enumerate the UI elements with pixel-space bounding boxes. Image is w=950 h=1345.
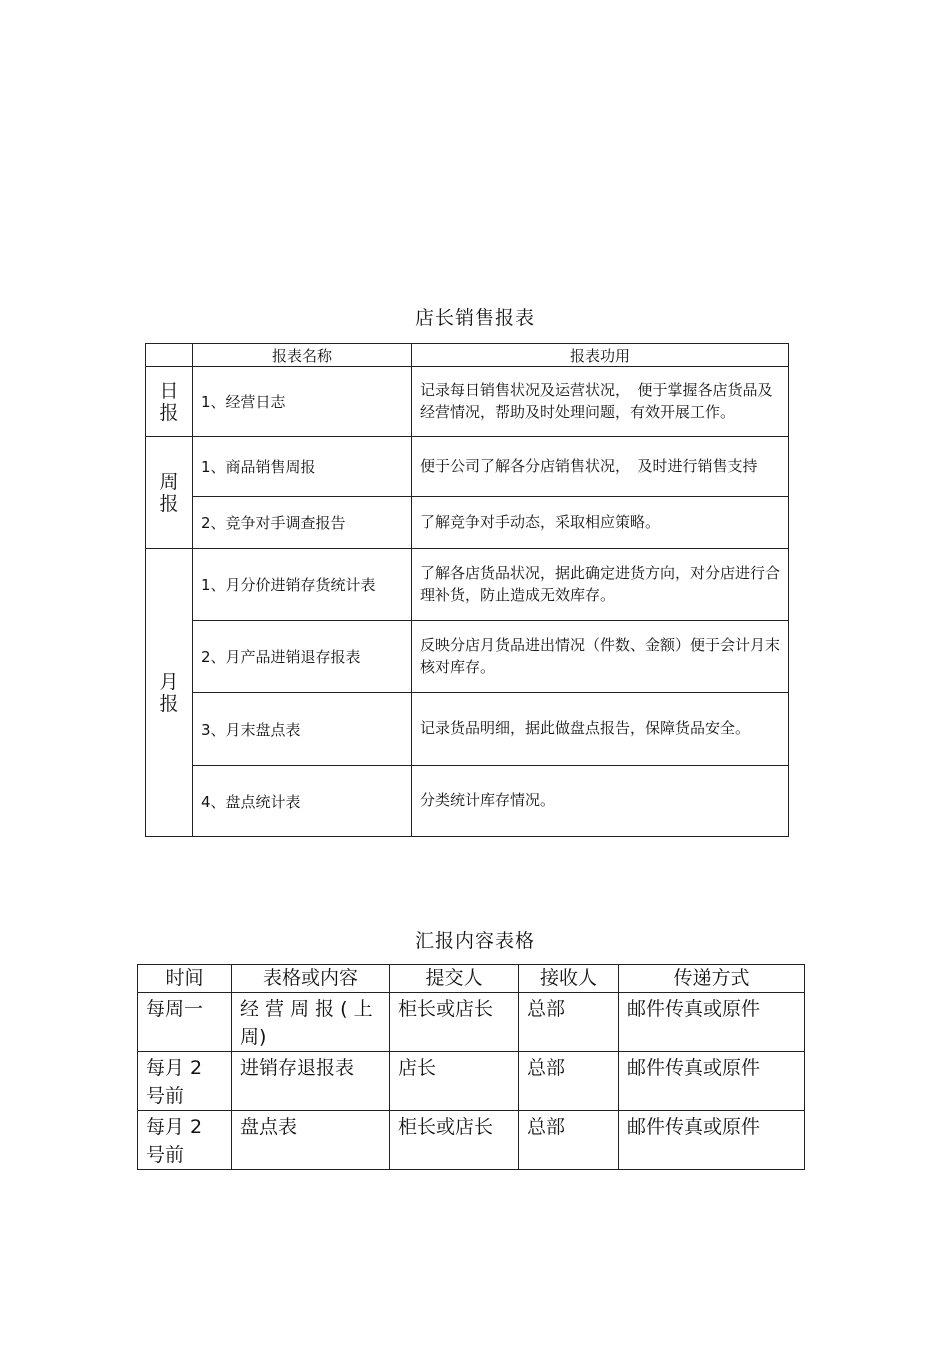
table-row [138, 1111, 805, 1170]
table-header-row [146, 344, 789, 367]
table-row [146, 766, 789, 837]
report-content-summary-table [137, 964, 805, 1170]
report-name: 2、竞争对手调查报告 [193, 497, 412, 549]
cell-submitter: 柜长或店长 [390, 993, 519, 1052]
header-cell-report-use: 报表功用 [412, 344, 789, 367]
cell-content: 经 营 周 报 ( 上周) [232, 993, 390, 1052]
report-use: 记录货品明细，据此做盘点报告，保障货品安全。 [412, 693, 789, 766]
report-use: 了解各店货品状况，据此确定进货方向，对分店进行合理补货，防止造成无效库存。 [412, 549, 789, 621]
cell-submitter: 店长 [390, 1052, 519, 1111]
header-cell-report-name: 报表名称 [193, 344, 412, 367]
table-row [146, 621, 789, 693]
table-row [146, 693, 789, 766]
report-use: 记录每日销售状况及运营状况， 便于掌握各店货品及经营情况，帮助及时处理问题，有效开展工作。 [412, 367, 789, 437]
table-row [138, 1052, 805, 1111]
report-name: 1、经营日志 [193, 367, 412, 437]
header-cell-blank [146, 344, 193, 367]
summary-table-title: 汇报内容表格 [414, 930, 535, 952]
cell-time: 每周一 [138, 993, 232, 1052]
table-row [146, 437, 789, 497]
table-row [146, 549, 789, 621]
report-use: 了解竞争对手动态，采取相应策略。 [412, 497, 789, 549]
cell-content: 盘点表 [232, 1111, 390, 1170]
table-row [138, 993, 805, 1052]
report-name: 2、月产品进销退存报表 [193, 621, 412, 693]
report-name: 3、月末盘点表 [193, 693, 412, 766]
report-name: 4、盘点统计表 [193, 766, 412, 837]
report-table-title: 店长销售报表 [414, 307, 535, 329]
cell-time: 每月 2 号前 [138, 1111, 232, 1170]
header-cell-receiver: 接收人 [519, 965, 619, 993]
period-monthly: 月 报 [146, 549, 193, 837]
cell-content: 进销存退报表 [232, 1052, 390, 1111]
table-row [146, 497, 789, 549]
store-manager-sales-report-table [145, 343, 789, 837]
cell-receiver: 总部 [519, 1052, 619, 1111]
cell-submitter: 柜长或店长 [390, 1111, 519, 1170]
period-daily: 日 报 [146, 367, 193, 437]
report-name: 1、商品销售周报 [193, 437, 412, 497]
table-row [146, 367, 789, 437]
header-cell-time: 时间 [138, 965, 232, 993]
cell-delivery: 邮件传真或原件 [619, 1111, 805, 1170]
header-cell-content: 表格或内容 [232, 965, 390, 993]
cell-receiver: 总部 [519, 1111, 619, 1170]
cell-delivery: 邮件传真或原件 [619, 993, 805, 1052]
period-weekly: 周 报 [146, 437, 193, 549]
report-use: 反映分店月货品进出情况（件数、金额）便于会计月末核对库存。 [412, 621, 789, 693]
report-name: 1、月分价进销存货统计表 [193, 549, 412, 621]
table-header-row [138, 965, 805, 993]
cell-delivery: 邮件传真或原件 [619, 1052, 805, 1111]
header-cell-delivery: 传递方式 [619, 965, 805, 993]
header-cell-submitter: 提交人 [390, 965, 519, 993]
cell-receiver: 总部 [519, 993, 619, 1052]
report-use: 便于公司了解各分店销售状况， 及时进行销售支持 [412, 437, 789, 497]
report-use: 分类统计库存情况。 [412, 766, 789, 837]
cell-time: 每月 2 号前 [138, 1052, 232, 1111]
